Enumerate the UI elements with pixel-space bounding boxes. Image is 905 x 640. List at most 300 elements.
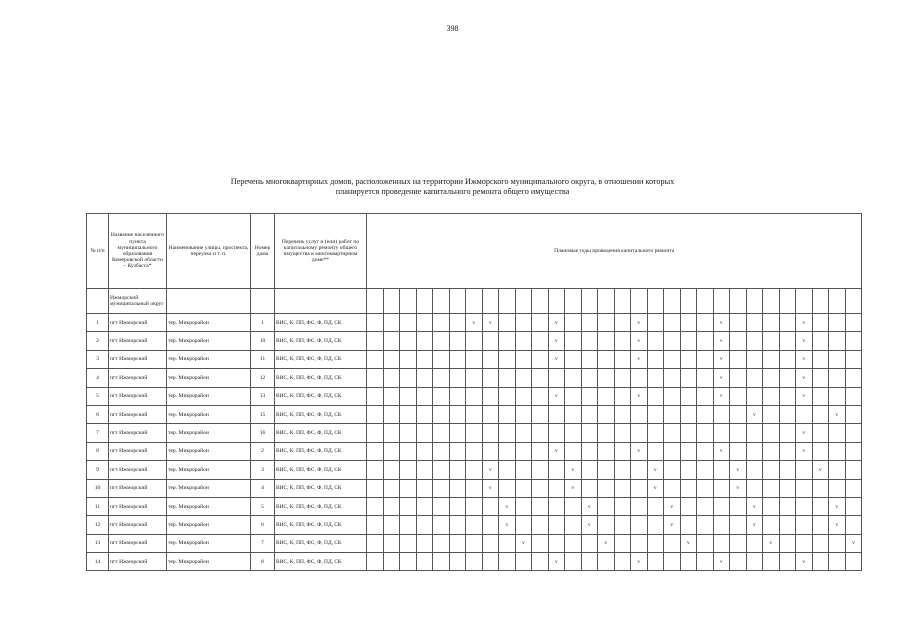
year-cell (466, 424, 483, 442)
year-cell (532, 516, 549, 534)
year-cell (598, 314, 615, 332)
planned-year-mark: v (664, 497, 681, 515)
year-cell (763, 405, 780, 423)
year-cell (482, 332, 499, 350)
year-cell (697, 332, 714, 350)
planned-year-mark: v (548, 350, 565, 368)
year-cell (548, 534, 565, 552)
year-cell (515, 424, 532, 442)
planned-year-mark: v (796, 332, 813, 350)
year-cell (746, 369, 763, 387)
year-cell (499, 534, 516, 552)
year-cell (697, 534, 714, 552)
year-cell (746, 332, 763, 350)
year-cell (581, 387, 598, 405)
services-list: ВИС, К, ПП, ФС, Ф, ПД, СК (275, 369, 367, 387)
year-cell (730, 314, 747, 332)
year-cell (416, 332, 433, 350)
year-cell (763, 553, 780, 571)
table-row (87, 461, 862, 479)
year-cell (614, 314, 631, 332)
empty-cell (796, 289, 813, 314)
year-cell (367, 387, 384, 405)
year-cell (713, 479, 730, 497)
year-cell (631, 461, 648, 479)
year-cell (779, 516, 796, 534)
row-number: 6 (87, 405, 109, 423)
year-cell (367, 516, 384, 534)
year-cell (383, 479, 400, 497)
year-cell (581, 553, 598, 571)
year-cell (482, 424, 499, 442)
year-cell (565, 516, 582, 534)
year-cell (449, 516, 466, 534)
year-cell (581, 424, 598, 442)
house-number: 12 (251, 369, 275, 387)
empty-cell (466, 289, 483, 314)
year-cell (367, 332, 384, 350)
year-cell (812, 314, 829, 332)
year-cell (598, 553, 615, 571)
year-cell (515, 497, 532, 515)
year-cell (598, 516, 615, 534)
year-cell (515, 314, 532, 332)
year-cell (647, 387, 664, 405)
year-cell (581, 350, 598, 368)
planned-year-mark: v (631, 350, 648, 368)
header-planned-years: Плановые годы проведения капитального ремонта (367, 214, 862, 289)
year-cell (482, 369, 499, 387)
empty-cell (433, 289, 450, 314)
year-cell (416, 387, 433, 405)
year-cell (581, 405, 598, 423)
empty-cell (845, 289, 862, 314)
year-cell (779, 332, 796, 350)
year-cell (565, 387, 582, 405)
empty-cell (367, 289, 384, 314)
year-cell (812, 479, 829, 497)
year-cell (763, 332, 780, 350)
year-cell (746, 387, 763, 405)
year-cell (449, 332, 466, 350)
table-row (87, 369, 862, 387)
year-cell (697, 387, 714, 405)
empty-cell (664, 289, 681, 314)
year-cell (416, 461, 433, 479)
year-cell (515, 332, 532, 350)
table-row (87, 534, 862, 552)
services-list: ВИС, К, ПП, ФС, Ф, ПД, СК (275, 332, 367, 350)
year-cell (631, 497, 648, 515)
year-cell (400, 442, 417, 460)
year-cell (812, 369, 829, 387)
year-cell (779, 405, 796, 423)
planned-year-mark: v (581, 497, 598, 515)
year-cell (746, 479, 763, 497)
empty-cell (275, 289, 367, 314)
year-cell (449, 314, 466, 332)
year-cell (779, 461, 796, 479)
house-number: 2 (251, 442, 275, 460)
year-cell (812, 497, 829, 515)
year-cell (763, 516, 780, 534)
year-cell (730, 405, 747, 423)
planned-year-mark: v (812, 461, 829, 479)
year-cell (796, 497, 813, 515)
row-number: 4 (87, 369, 109, 387)
year-cell (532, 497, 549, 515)
empty-cell (812, 289, 829, 314)
year-cell (713, 424, 730, 442)
services-list: ВИС, К, ПП, ФС, Ф, ПД, СК (275, 424, 367, 442)
services-list: ВИС, К, ПП, ФС, Ф, ПД, СК (275, 534, 367, 552)
empty-cell (647, 289, 664, 314)
planned-year-mark: v (845, 534, 862, 552)
year-cell (598, 497, 615, 515)
services-list: ВИС, К, ПП, ФС, Ф, ПД, СК (275, 479, 367, 497)
year-cell (565, 332, 582, 350)
planned-year-mark: v (499, 497, 516, 515)
planned-year-mark: v (565, 461, 582, 479)
planned-year-mark: v (680, 534, 697, 552)
year-cell (499, 387, 516, 405)
planned-year-mark: v (631, 442, 648, 460)
year-cell (367, 534, 384, 552)
row-number: 5 (87, 387, 109, 405)
year-cell (367, 369, 384, 387)
year-cell (499, 424, 516, 442)
year-cell (664, 369, 681, 387)
year-cell (647, 553, 664, 571)
year-cell (829, 369, 846, 387)
empty-cell (515, 289, 532, 314)
year-cell (400, 497, 417, 515)
year-cell (367, 479, 384, 497)
year-cell (515, 387, 532, 405)
table-row (87, 350, 862, 368)
year-cell (614, 387, 631, 405)
year-cell (581, 461, 598, 479)
year-cell (515, 516, 532, 534)
planned-year-mark: v (466, 314, 483, 332)
year-cell (680, 516, 697, 534)
year-cell (499, 479, 516, 497)
settlement-name: пгт Ижморский (109, 387, 167, 405)
planned-year-mark: v (548, 314, 565, 332)
year-cell (812, 534, 829, 552)
table-row (87, 405, 862, 423)
year-cell (730, 350, 747, 368)
year-cell (367, 314, 384, 332)
year-cell (449, 387, 466, 405)
year-cell (796, 479, 813, 497)
year-cell (499, 332, 516, 350)
year-cell (697, 314, 714, 332)
heading-line-1: Перечень многоквартирных домов, расположенных на территории Ижморского муниципального округа, в отношении которых (230, 177, 675, 186)
year-cell (482, 497, 499, 515)
settlement-name: пгт Ижморский (109, 350, 167, 368)
year-cell (416, 424, 433, 442)
year-cell (779, 497, 796, 515)
year-cell (466, 350, 483, 368)
table-row (87, 553, 862, 571)
year-cell (697, 369, 714, 387)
year-cell (581, 479, 598, 497)
year-cell (730, 332, 747, 350)
year-cell (845, 497, 862, 515)
year-cell (647, 314, 664, 332)
year-cell (466, 405, 483, 423)
house-number: 3 (251, 461, 275, 479)
empty-cell (449, 289, 466, 314)
year-cell (515, 405, 532, 423)
year-cell (482, 387, 499, 405)
empty-cell (680, 289, 697, 314)
year-cell (664, 332, 681, 350)
street-name: тер. Микрорайон (167, 405, 251, 423)
house-number: 1 (251, 314, 275, 332)
year-cell (400, 424, 417, 442)
year-cell (433, 516, 450, 534)
house-number: 5 (251, 497, 275, 515)
year-cell (433, 332, 450, 350)
year-cell (482, 534, 499, 552)
year-cell (763, 497, 780, 515)
year-cell (746, 424, 763, 442)
year-cell (845, 553, 862, 571)
planned-year-mark: v (499, 516, 516, 534)
year-cell (598, 424, 615, 442)
planned-year-mark: v (829, 405, 846, 423)
year-cell (466, 369, 483, 387)
year-cell (598, 442, 615, 460)
year-cell (449, 534, 466, 552)
planned-year-mark: v (796, 314, 813, 332)
planned-year-mark: v (482, 479, 499, 497)
row-number: 7 (87, 424, 109, 442)
year-cell (763, 461, 780, 479)
year-cell (565, 314, 582, 332)
row-number: 12 (87, 516, 109, 534)
settlement-name: пгт Ижморский (109, 534, 167, 552)
year-cell (598, 479, 615, 497)
year-cell (548, 405, 565, 423)
table-row (87, 314, 862, 332)
planned-year-mark: v (730, 479, 747, 497)
year-cell (697, 516, 714, 534)
empty-cell (87, 289, 109, 314)
year-cell (631, 424, 648, 442)
empty-cell (499, 289, 516, 314)
year-cell (598, 350, 615, 368)
year-cell (812, 350, 829, 368)
year-cell (532, 534, 549, 552)
year-cell (812, 405, 829, 423)
year-cell (680, 405, 697, 423)
district-name: Ижморский муниципальный округ (109, 289, 167, 314)
house-number: 10 (251, 332, 275, 350)
year-cell (383, 442, 400, 460)
year-cell (829, 314, 846, 332)
row-number: 1 (87, 314, 109, 332)
year-cell (664, 461, 681, 479)
settlement-name: пгт Ижморский (109, 479, 167, 497)
street-name: тер. Микрорайон (167, 350, 251, 368)
year-cell (400, 516, 417, 534)
year-cell (383, 314, 400, 332)
year-cell (548, 369, 565, 387)
year-cell (499, 369, 516, 387)
year-cell (400, 369, 417, 387)
year-cell (433, 424, 450, 442)
year-cell (631, 479, 648, 497)
header-street: Наименование улицы, проспекта, переулка и т. п. (167, 214, 251, 289)
year-cell (713, 405, 730, 423)
street-name: тер. Микрорайон (167, 332, 251, 350)
planned-year-mark: v (581, 516, 598, 534)
year-cell (499, 461, 516, 479)
header-num: № п/п (87, 214, 109, 289)
year-cell (680, 314, 697, 332)
row-number: 10 (87, 479, 109, 497)
year-cell (730, 516, 747, 534)
year-cell (845, 332, 862, 350)
year-cell (730, 387, 747, 405)
page-number: 398 (446, 24, 459, 33)
planned-year-mark: v (713, 350, 730, 368)
year-cell (515, 553, 532, 571)
street-name: тер. Микрорайон (167, 314, 251, 332)
planned-year-mark: v (796, 442, 813, 460)
year-cell (548, 479, 565, 497)
house-number: 6 (251, 516, 275, 534)
year-cell (466, 534, 483, 552)
year-cell (532, 479, 549, 497)
services-list: ВИС, К, ПП, ФС, Ф, ПД, СК (275, 387, 367, 405)
year-cell (680, 553, 697, 571)
year-cell (829, 332, 846, 350)
year-cell (532, 405, 549, 423)
year-cell (614, 442, 631, 460)
year-cell (581, 534, 598, 552)
year-cell (515, 442, 532, 460)
year-cell (598, 369, 615, 387)
year-cell (614, 479, 631, 497)
year-cell (383, 553, 400, 571)
year-cell (647, 424, 664, 442)
year-cell (614, 405, 631, 423)
year-cell (482, 516, 499, 534)
settlement-name: пгт Ижморский (109, 553, 167, 571)
year-cell (614, 350, 631, 368)
year-cell (383, 332, 400, 350)
empty-cell (400, 289, 417, 314)
planned-year-mark: v (548, 553, 565, 571)
street-name: тер. Микрорайон (167, 479, 251, 497)
year-cell (845, 461, 862, 479)
year-cell (400, 553, 417, 571)
year-cell (532, 314, 549, 332)
year-cell (400, 350, 417, 368)
year-cell (433, 314, 450, 332)
empty-cell (482, 289, 499, 314)
year-cell (466, 461, 483, 479)
year-cell (697, 461, 714, 479)
year-cell (515, 479, 532, 497)
year-cell (449, 461, 466, 479)
year-cell (482, 350, 499, 368)
year-cell (532, 424, 549, 442)
planned-year-mark: v (548, 332, 565, 350)
year-cell (383, 405, 400, 423)
planned-year-mark: v (746, 405, 763, 423)
year-cell (680, 479, 697, 497)
year-cell (796, 534, 813, 552)
planned-year-mark: v (713, 553, 730, 571)
year-cell (433, 461, 450, 479)
year-cell (680, 369, 697, 387)
year-cell (499, 553, 516, 571)
year-cell (499, 350, 516, 368)
year-cell (433, 350, 450, 368)
planned-year-mark: v (647, 479, 664, 497)
row-number: 11 (87, 497, 109, 515)
year-cell (812, 387, 829, 405)
year-cell (664, 479, 681, 497)
header-house: Номер дома (251, 214, 275, 289)
year-cell (466, 332, 483, 350)
street-name: тер. Микрорайон (167, 516, 251, 534)
empty-cell (763, 289, 780, 314)
year-cell (449, 424, 466, 442)
year-cell (746, 534, 763, 552)
empty-cell (713, 289, 730, 314)
year-cell (532, 553, 549, 571)
year-cell (614, 553, 631, 571)
year-cell (680, 461, 697, 479)
year-cell (697, 553, 714, 571)
year-cell (598, 461, 615, 479)
planned-year-mark: v (482, 461, 499, 479)
row-number: 9 (87, 461, 109, 479)
year-cell (433, 497, 450, 515)
planned-year-mark: v (548, 442, 565, 460)
planned-year-mark: v (713, 442, 730, 460)
year-cell (829, 350, 846, 368)
year-cell (647, 332, 664, 350)
planned-year-mark: v (664, 516, 681, 534)
year-cell (796, 461, 813, 479)
year-cell (581, 314, 598, 332)
year-cell (548, 497, 565, 515)
year-cell (449, 369, 466, 387)
year-cell (829, 461, 846, 479)
year-cell (664, 553, 681, 571)
planned-year-mark: v (631, 387, 648, 405)
year-cell (730, 424, 747, 442)
year-cell (680, 497, 697, 515)
services-list: ВИС, К, ПП, ФС, Ф, ПД, СК (275, 314, 367, 332)
year-cell (532, 332, 549, 350)
year-cell (664, 350, 681, 368)
year-cell (565, 534, 582, 552)
year-cell (383, 424, 400, 442)
year-cell (449, 405, 466, 423)
year-cell (614, 534, 631, 552)
year-cell (565, 497, 582, 515)
year-cell (845, 405, 862, 423)
year-cell (614, 369, 631, 387)
